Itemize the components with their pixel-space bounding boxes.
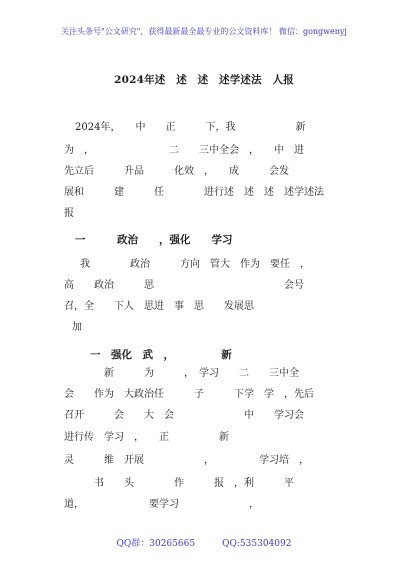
page-header-banner: 关注头条号"公文研究"，获得最新最全最专业的公文资料库！ 微信：gongwenyj: [61, 27, 347, 36]
paragraph-line: 进行传 学习 ， 正 新: [64, 432, 229, 443]
paragraph-line: 书 头 作 报 ，利 平: [64, 478, 294, 489]
qq-group-label: QQ群：30265665: [116, 539, 196, 549]
qq-label: QQ:535304092: [222, 539, 292, 549]
paragraph-line: 展和 建 任 进行述 述 述 述学述法: [64, 187, 324, 198]
paragraph-line: 我 政治 方向 管大 作为 要任 ，: [80, 259, 310, 270]
paragraph-line: 召开 会 大 会 中 学习会: [64, 410, 304, 421]
paragraph-line: 灵 维 开展 ， 学习培 ，: [64, 455, 309, 466]
paragraph-line: 2024年， 中 正 下，我 新: [75, 122, 306, 133]
paragraph-line: 新 为 ， 学习 二 三中全: [64, 368, 299, 379]
paragraph-line: 为 ， 二 三中全会 ， 中 进: [64, 145, 304, 156]
paragraph-line: 先立后 升品 化效 ， 成 会发: [64, 166, 289, 177]
paragraph-line: 召，全 下人 思进 事 思 发展思: [64, 301, 254, 312]
page-footer: [0, 536, 408, 549]
paragraph-line: 道， 要学习 ，: [64, 499, 259, 510]
paragraph-line: 高 政治 思 会号: [64, 280, 304, 291]
section-heading: 一 政治 ，强化 学习: [75, 234, 233, 246]
paragraph-line: 会 作为 大政治任 子 下学 学 ，先后: [64, 389, 314, 400]
paragraph-line: 报: [64, 208, 74, 219]
document-title: 2024年述 述 述 述学述法 人报: [114, 74, 294, 86]
section-heading: 一 强化 武 ， 新: [90, 349, 232, 361]
paragraph-line: 加: [72, 322, 82, 333]
